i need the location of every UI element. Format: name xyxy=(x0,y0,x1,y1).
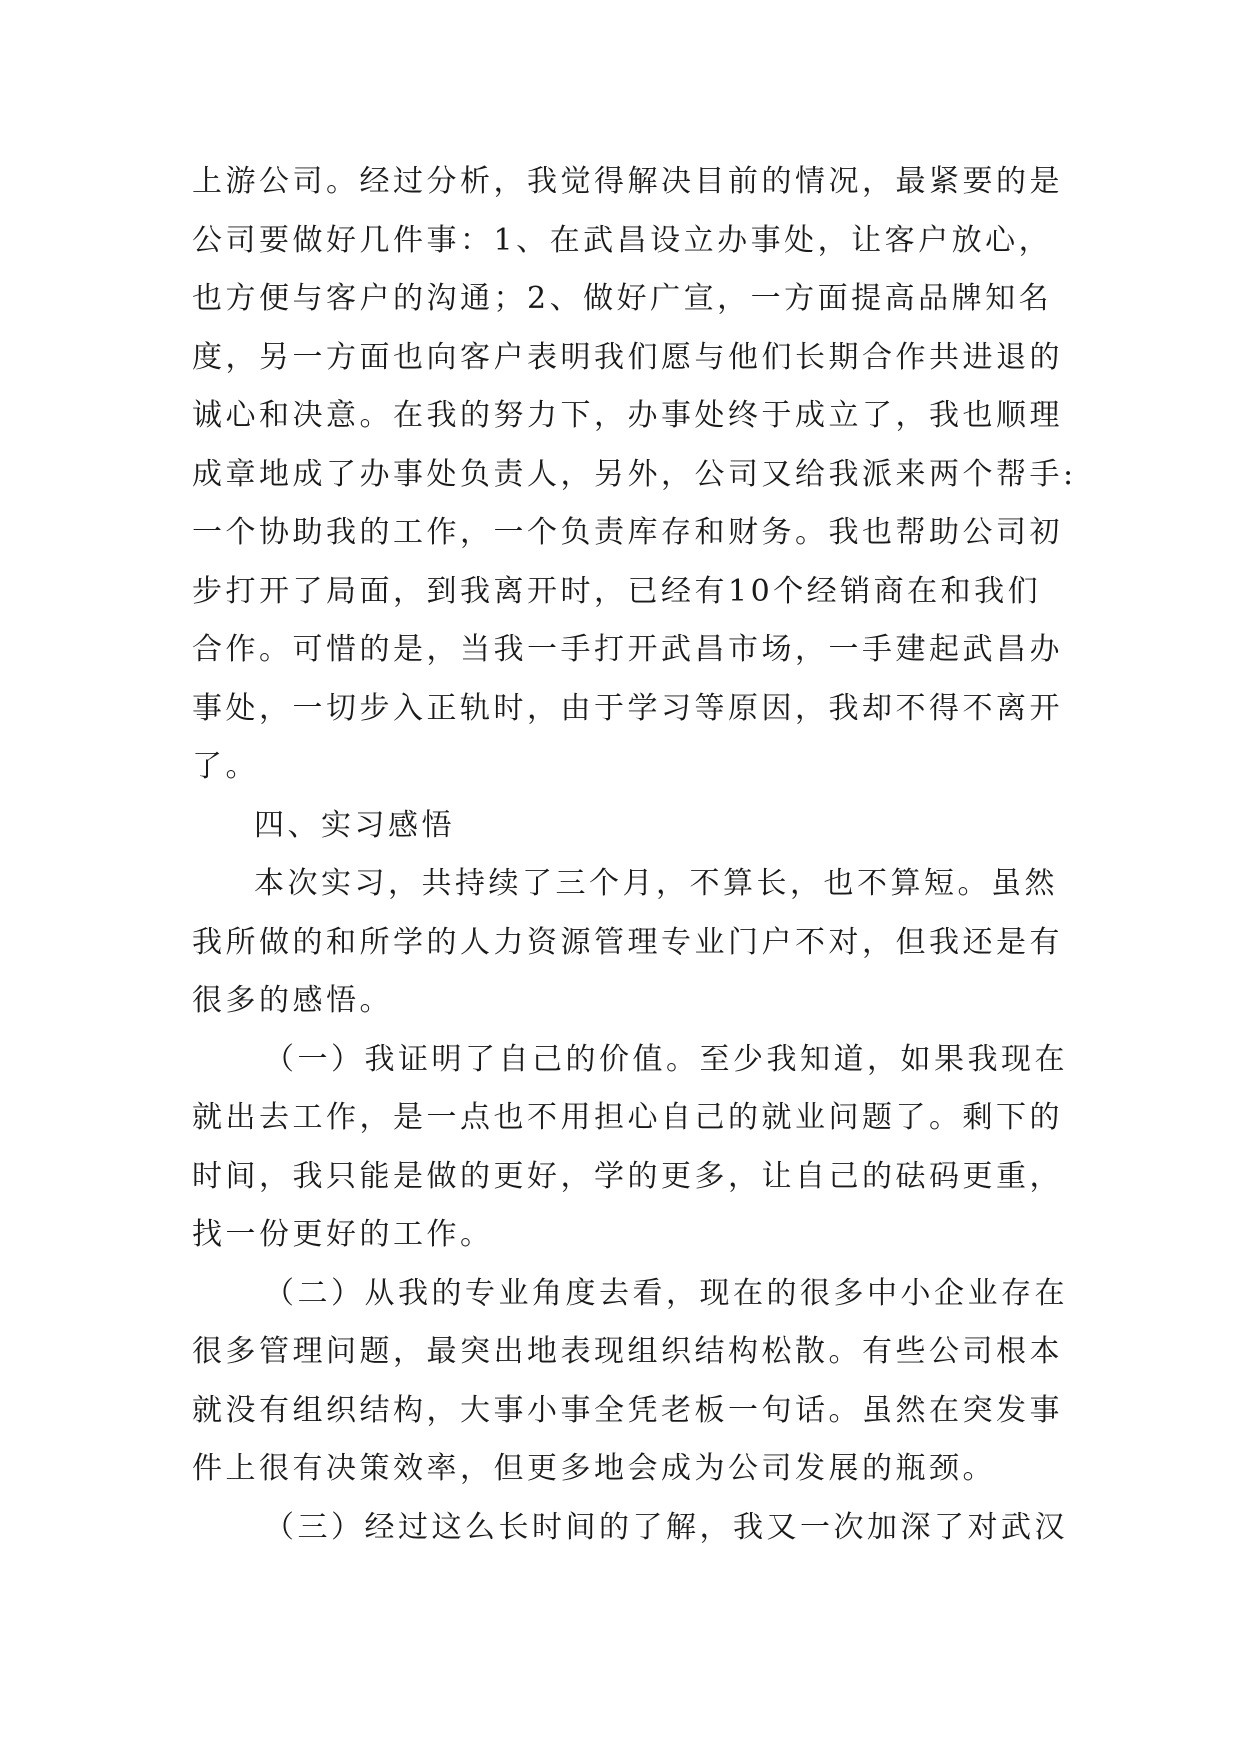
text-line: 步打开了局面，到我离开时，已经有10个经销商在和我们 xyxy=(192,573,1042,609)
text-line: 找一份更好的工作。 xyxy=(192,1217,494,1252)
subsection-line: （二）从我的专业角度去看，现在的很多中小企业存在 xyxy=(264,1275,1068,1311)
text-line: 很多的感悟。 xyxy=(192,983,393,1018)
text-line: 本次实习，共持续了三个月，不算长，也不算短。虽然 xyxy=(254,866,1058,901)
text-line: 就没有组织结构，大事小事全凭老板一句话。虽然在突发事 xyxy=(192,1392,1063,1428)
text-line: 就出去工作，是一点也不用担心自己的就业问题了。剩下的 xyxy=(192,1100,1063,1135)
text-line: 了。 xyxy=(192,749,259,784)
text-line: 公司要做好几件事：1、在武昌设立办事处，让客户放心， xyxy=(192,222,1053,258)
text-line: 件上很有决策效率，但更多地会成为公司发展的瓶颈。 xyxy=(192,1451,996,1486)
section-heading: 四、实习感悟 xyxy=(254,807,455,843)
text-line: 上游公司。经过分析，我觉得解决目前的情况，最紧要的是 xyxy=(192,164,1063,199)
text-line: 一个协助我的工作，一个负责库存和财务。我也帮助公司初 xyxy=(192,515,1063,550)
text-line: 事处，一切步入正轨时，由于学习等原因，我却不得不离开 xyxy=(192,690,1063,726)
text-line: 度，另一方面也向客户表明我们愿与他们长期合作共进退的 xyxy=(192,339,1063,375)
text-line: 时间，我只能是做的更好，学的更多，让自己的砝码更重， xyxy=(192,1158,1063,1194)
text-line: 很多管理问题，最突出地表现组织结构松散。有些公司根本 xyxy=(192,1334,1063,1369)
subsection-line: （一）我证明了自己的价值。至少我知道，如果我现在 xyxy=(264,1041,1068,1077)
text-line: 也方便与客户的沟通；2、做好广宣，一方面提高品牌知名 xyxy=(192,281,1053,316)
text-line: 诚心和决意。在我的努力下，办事处终于成立了，我也顺理 xyxy=(192,398,1063,433)
subsection-line: （三）经过这么长时间的了解，我又一次加深了对武汉 xyxy=(264,1509,1068,1545)
text-line: 我所做的和所学的人力资源管理专业门户不对，但我还是有 xyxy=(192,924,1063,960)
text-line: 成章地成了办事处负责人，另外，公司又给我派来两个帮手: xyxy=(192,456,1077,492)
text-line: 合作。可惜的是，当我一手打开武昌市场，一手建起武昌办 xyxy=(192,632,1063,667)
body-text xyxy=(192,153,1077,1557)
